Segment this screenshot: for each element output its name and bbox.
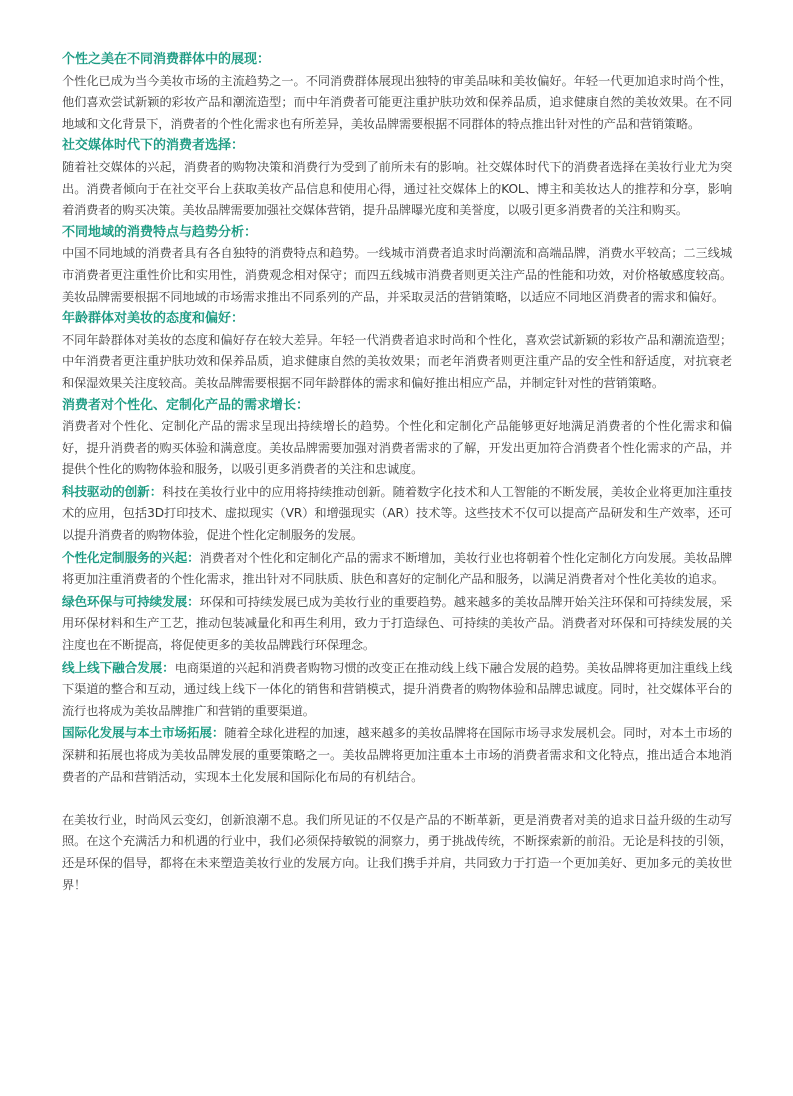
- section-body-personality: 个性化已成为当今美妆市场的主流趋势之一。不同消费群体展现出独特的审美品味和美妆偏好。年轻一代更加追求时尚个性，他们喜欢尝试新颖的彩妆产品和潮流造型；而中年消费者可能更注重护肤功效和保养品质，追求健康自然的美妆效果。在不同地域和文化背景下，消费者的个性化需求也有所差异，美妆品牌需要根据不同群体的特点推出针对性的产品和营销策略。: [62, 73, 732, 131]
- section-body-customization-demand: 消费者对个性化、定制化产品的需求呈现出持续增长的趋势。个性化和定制化产品能够更好地满足消费者的个性化需求和偏好，提升消费者的购买体验和满意度。美妆品牌需要加强对消费者需求的了解，开发出更加符合消费者个性化需求的产品，并提供个性化的购物体验和服务，以吸引更多消费者的关注和忠诚度。: [62, 419, 732, 477]
- inline-title-custom-service: 个性化定制服务的兴起：: [62, 549, 200, 565]
- section-title-age-groups: 年龄群体对美妆的态度和偏好：: [62, 311, 245, 327]
- paragraph-tech-innovation: [62, 481, 732, 547]
- inline-body-international: 随着全球化进程的加速，越来越多的美妆品牌将在国际市场寻求发展机会。同时，对本土市场的深耕和拓展也将成为美妆品牌发展的重要策略之一。美妆品牌将更加注重本土市场的消费者需求和文化特点，推出适合本地消费者的产品和营销活动，实现本土化发展和国际化布局的有机结合。: [62, 726, 732, 784]
- section-title-personality: 个性之美在不同消费群体中的展现：: [62, 52, 271, 67]
- paragraph-green: [62, 591, 732, 657]
- paragraph-custom-service: [62, 547, 732, 591]
- section-body-regions: 中国不同地域的消费者具有各自独特的消费特点和趋势。一线城市消费者追求时尚潮流和高端品牌，消费水平较高；二三线城市消费者更注重性价比和实用性，消费观念相对保守；而四五线城市消费者则更关注产品的性能和功效，对价格敏感度较高。美妆品牌需要根据不同地域的市场需求推出不同系列的产品，并采取灵活的营销策略，以适应不同地区消费者的需求和偏好。: [62, 246, 732, 304]
- closing-paragraph: 在美妆行业，时尚风云变幻，创新浪潮不息。我们所见证的不仅是产品的不断革新，更是消费者对美的追求日益升级的生动写照。在这个充满活力和机遇的行业中，我们必须保持敏锐的洞察力，勇于挑战传统，不断探索新的前沿。无论是科技的引领，还是环保的倡导，都将在未来塑造美妆行业的发展方向。让我们携手并肩，共同致力于打造一个更加美好、更加多元的美妆世界！: [62, 812, 732, 892]
- inline-body-omnichannel: 电商渠道的兴起和消费者购物习惯的改变正在推动线上线下融合发展的趋势。美妆品牌将更加注重线上线下渠道的整合和互动，通过线上线下一体化的销售和营销模式，提升消费者的购物体验和品牌忠诚度。同时，社交媒体平台的流行也将成为美妆品牌推广和营销的重要渠道。: [62, 660, 732, 718]
- paragraph-omnichannel: [62, 657, 732, 723]
- inline-title-tech-innovation: 科技驱动的创新：: [62, 483, 163, 499]
- section-body-social-media: 随着社交媒体的兴起，消费者的购物决策和消费行为受到了前所未有的影响。社交媒体时代下的消费者选择在美妆行业尤为突出。消费者倾向于在社交平台上获取美妆产品信息和使用心得，通过社交媒体上的KOL、博主和美妆达人的推荐和分享，影响着消费者的购买决策。美妆品牌需要加强社交媒体营销，提升品牌曝光度和美誉度，以吸引更多消费者的关注和购买。: [62, 159, 732, 218]
- inline-body-custom-service: 消费者对个性化和定制化产品的需求不断增加，美妆行业也将朝着个性化定制化方向发展。美妆品牌将更加注重消费者的个性化需求，推出针对不同肤质、肤色和喜好的定制化产品和服务，以满足消费者对个性化美妆的追求。: [62, 550, 732, 587]
- inline-body-green: 环保和可持续发展已成为美妆行业的重要趋势。越来越多的美妆品牌开始关注环保和可持续发展，采用环保材料和生产工艺，推动包装减量化和再生利用，致力于打造绿色、可持续的美妆产品。消费者对环保和可持续发展的关注度也在不断提高，将促使更多的美妆品牌践行环保理念。: [62, 594, 732, 653]
- section-title-regions: 不同地域的消费特点与趋势分析：: [62, 224, 258, 240]
- inline-title-international: 国际化发展与本土市场拓展：: [62, 725, 225, 741]
- section-title-customization-demand: 消费者对个性化、定制化产品的需求增长：: [62, 397, 310, 413]
- inline-body-tech-innovation: 科技在美妆行业中的应用将持续推动创新。随着数字化技术和人工智能的不断发展，美妆企业将更加注重技术的应用，包括3D打印技术、虚拟现实（VR）和增强现实（AR）技术等。这些技术不仅可以提高产品研发和生产效率，还可以提升消费者的购物体验，促进个性化定制服务的发展。: [62, 484, 732, 543]
- document-page: [62, 49, 732, 896]
- inline-title-green: 绿色环保与可持续发展：: [62, 593, 200, 609]
- section-body-age-groups: 不同年龄群体对美妆的态度和偏好存在较大差异。年轻一代消费者追求时尚和个性化，喜欢尝试新颖的彩妆产品和潮流造型；中年消费者更注重护肤功效和保养品质，追求健康自然的美妆效果；而老年消费者则更注重产品的安全性和舒适度，对抗衰老和保湿效果关注度较高。美妆品牌需要根据不同年龄群体的需求和偏好推出相应产品，并制定针对性的营销策略。: [62, 332, 732, 390]
- section-title-social-media: 社交媒体时代下的消费者选择：: [62, 138, 245, 154]
- inline-title-omnichannel: 线上线下融合发展：: [62, 659, 175, 675]
- paragraph-international: [62, 722, 732, 788]
